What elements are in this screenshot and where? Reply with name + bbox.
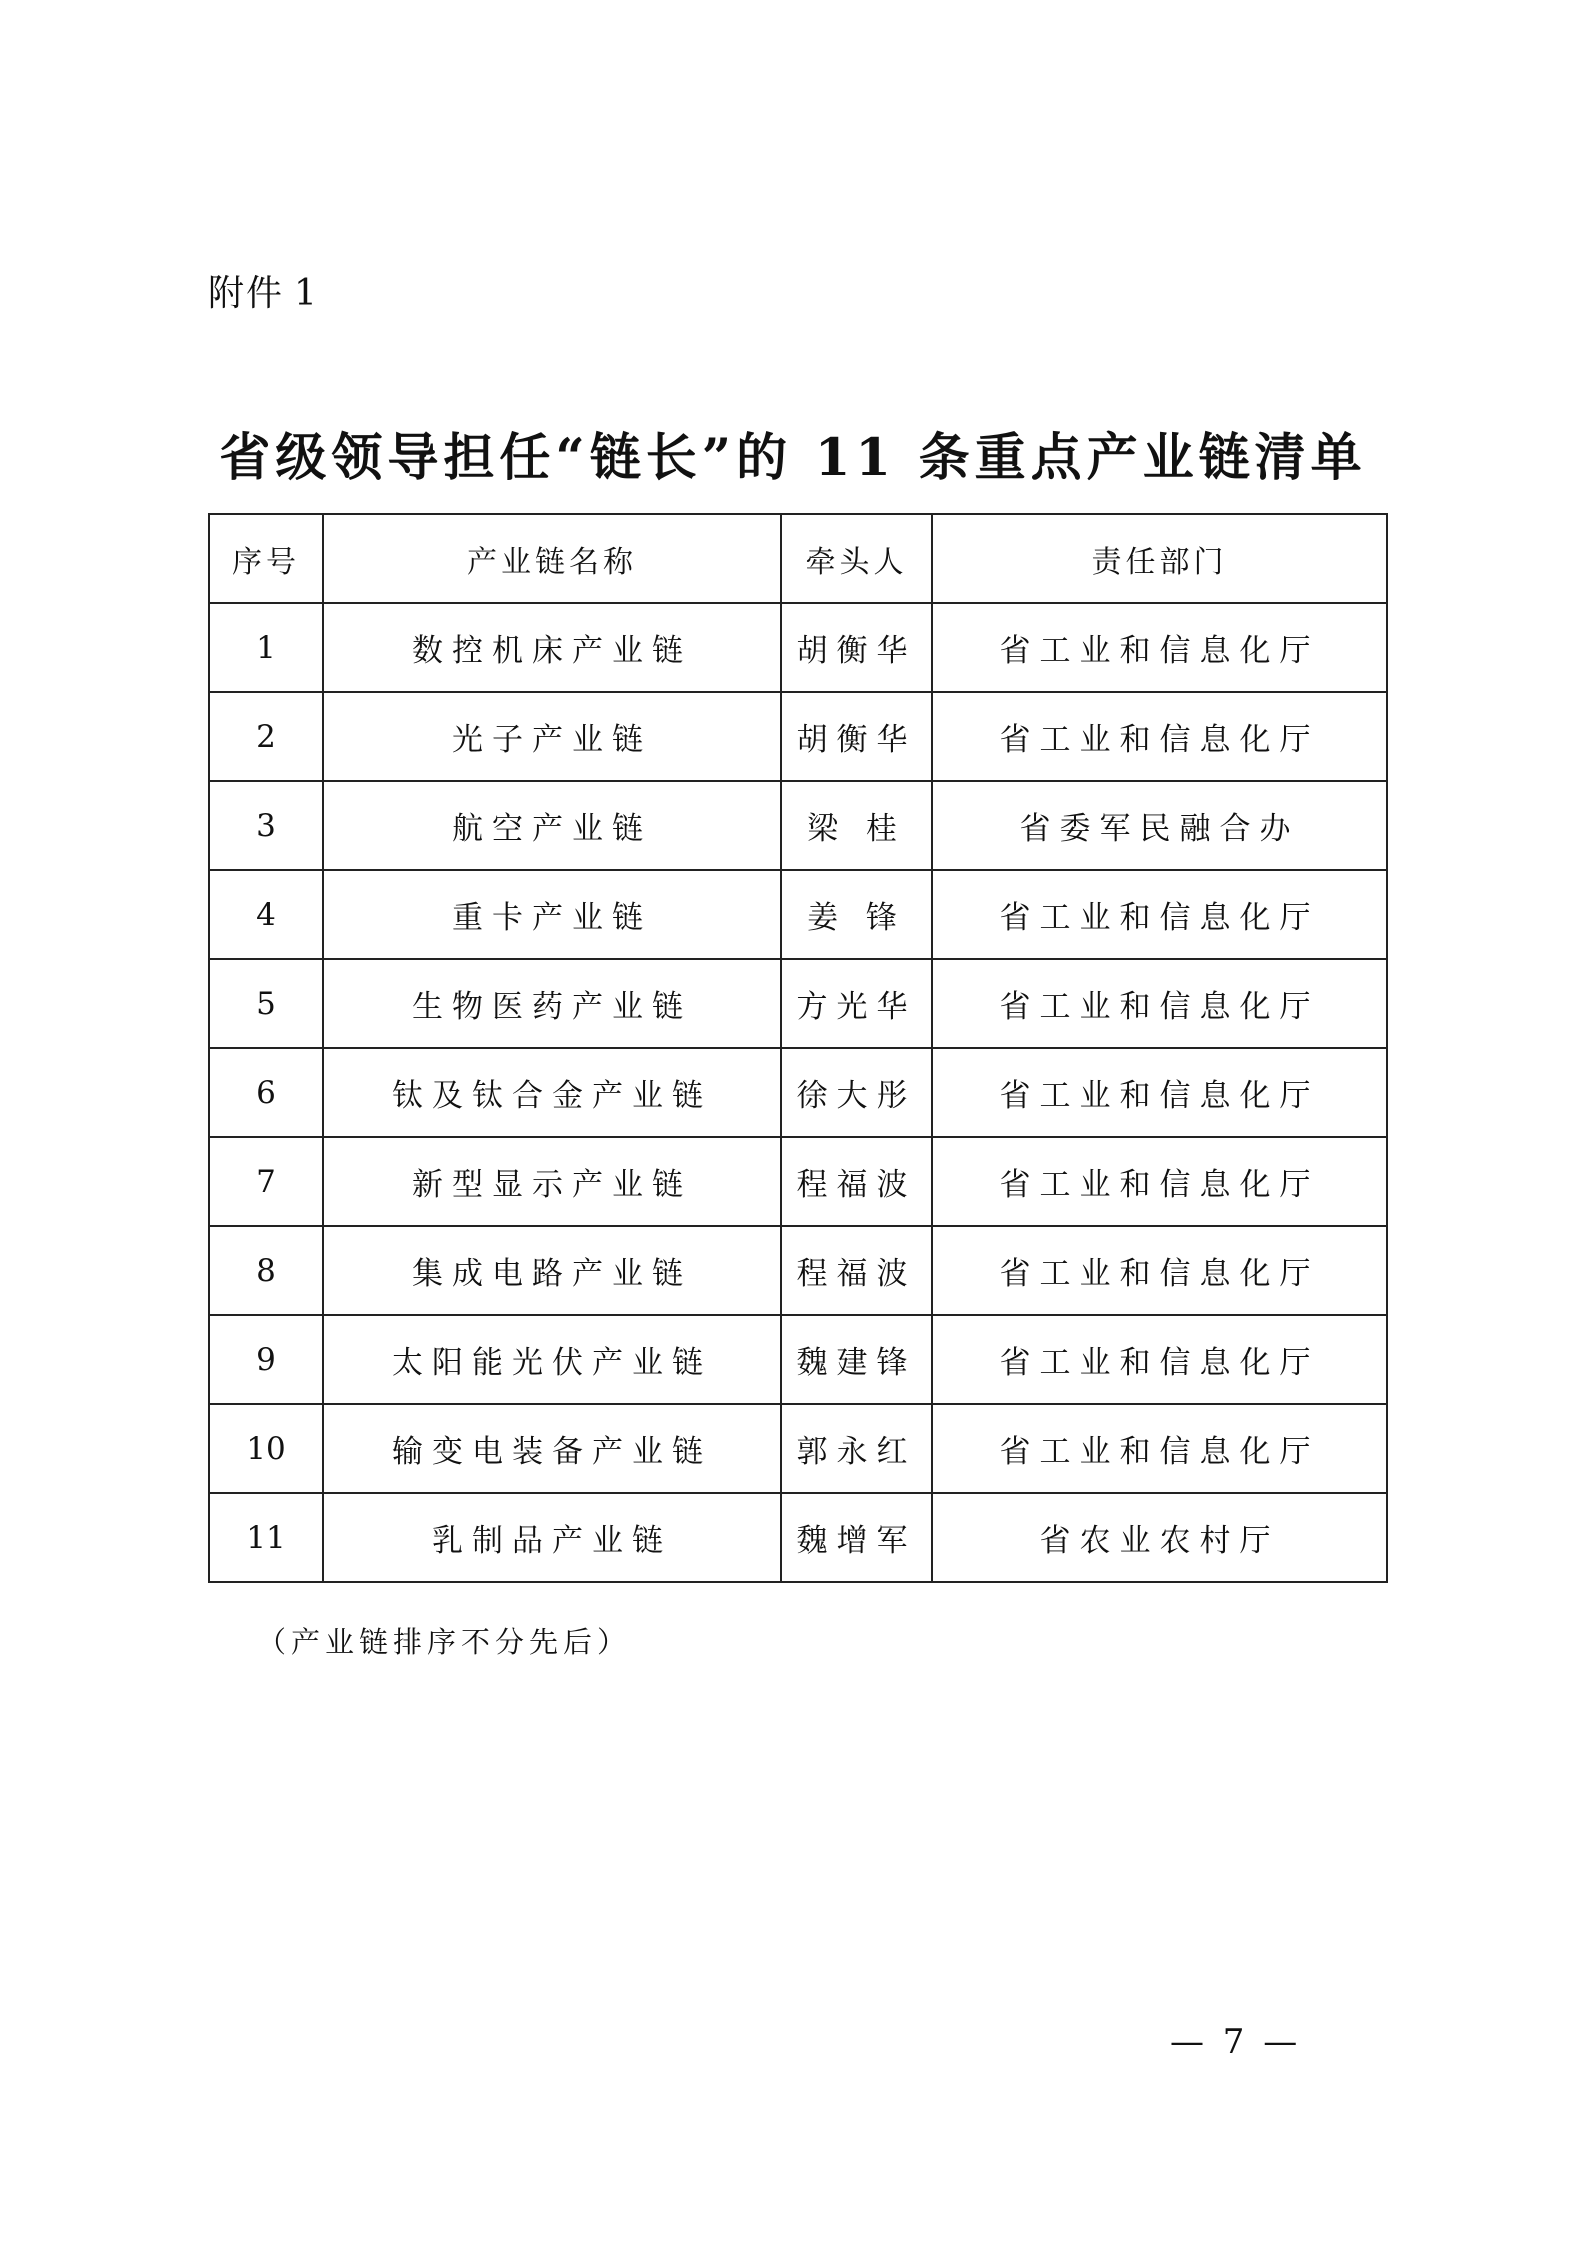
- cell-chain-name: 光子产业链: [323, 692, 781, 781]
- cell-chain-name: 钛及钛合金产业链: [323, 1048, 781, 1137]
- cell-chain-name: 重卡产业链: [323, 870, 781, 959]
- table-row: [209, 870, 1387, 959]
- attachment-label: [208, 272, 319, 316]
- industry-chain-table: [208, 513, 1388, 1583]
- cell-department: 省工业和信息化厅: [932, 1315, 1387, 1404]
- cell-leader: 徐大彤: [781, 1048, 932, 1137]
- cell-index: 5: [209, 959, 323, 1048]
- cell-chain-name: 输变电装备产业链: [323, 1404, 781, 1493]
- cell-index: 3: [209, 781, 323, 870]
- table-row: [209, 959, 1387, 1048]
- cell-chain-name: 乳制品产业链: [323, 1493, 781, 1582]
- cell-leader: 姜 锋: [781, 870, 932, 959]
- attachment-number: 1: [294, 273, 319, 314]
- header-leader: 牵头人: [781, 514, 932, 603]
- cell-chain-name: 航空产业链: [323, 781, 781, 870]
- attachment-text: 附件: [208, 273, 285, 314]
- header-index: 序号: [209, 514, 323, 603]
- table-header-row: [209, 514, 1387, 603]
- cell-index: 9: [209, 1315, 323, 1404]
- cell-department: 省工业和信息化厅: [932, 692, 1387, 781]
- cell-chain-name: 集成电路产业链: [323, 1226, 781, 1315]
- cell-index: 2: [209, 692, 323, 781]
- cell-leader: 魏增军: [781, 1493, 932, 1582]
- cell-department: 省工业和信息化厅: [932, 1226, 1387, 1315]
- cell-department: 省工业和信息化厅: [932, 1048, 1387, 1137]
- header-department: 责任部门: [932, 514, 1387, 603]
- cell-chain-name: 数控机床产业链: [323, 603, 781, 692]
- cell-index: 1: [209, 603, 323, 692]
- page-number: — 7 —: [1170, 2022, 1302, 2062]
- table-row: [209, 692, 1387, 781]
- cell-index: 7: [209, 1137, 323, 1226]
- cell-index: 10: [209, 1404, 323, 1493]
- cell-chain-name: 新型显示产业链: [323, 1137, 781, 1226]
- cell-leader: 程福波: [781, 1226, 932, 1315]
- cell-department: 省委军民融合办: [932, 781, 1387, 870]
- cell-index: 8: [209, 1226, 323, 1315]
- cell-department: 省工业和信息化厅: [932, 870, 1387, 959]
- table-row: [209, 1315, 1387, 1404]
- table-row: [209, 1226, 1387, 1315]
- cell-index: 11: [209, 1493, 323, 1582]
- cell-leader: 梁 桂: [781, 781, 932, 870]
- cell-leader: 程福波: [781, 1137, 932, 1226]
- cell-leader: 胡衡华: [781, 692, 932, 781]
- ordering-note: （产业链排序不分先后）: [257, 1625, 632, 1659]
- cell-chain-name: 太阳能光伏产业链: [323, 1315, 781, 1404]
- cell-index: 4: [209, 870, 323, 959]
- table-row: [209, 1137, 1387, 1226]
- table-row: [209, 1493, 1387, 1582]
- page-title: 省级领导担任“链长”的 11 条重点产业链清单: [219, 428, 1367, 488]
- table-row: [209, 603, 1387, 692]
- cell-department: 省农业农村厅: [932, 1493, 1387, 1582]
- cell-chain-name: 生物医药产业链: [323, 959, 781, 1048]
- cell-leader: 郭永红: [781, 1404, 932, 1493]
- cell-leader: 魏建锋: [781, 1315, 932, 1404]
- table-row: [209, 1048, 1387, 1137]
- cell-department: 省工业和信息化厅: [932, 1404, 1387, 1493]
- cell-department: 省工业和信息化厅: [932, 603, 1387, 692]
- cell-department: 省工业和信息化厅: [932, 1137, 1387, 1226]
- header-chain-name: 产业链名称: [323, 514, 781, 603]
- table-row: [209, 781, 1387, 870]
- cell-department: 省工业和信息化厅: [932, 959, 1387, 1048]
- cell-leader: 方光华: [781, 959, 932, 1048]
- cell-index: 6: [209, 1048, 323, 1137]
- cell-leader: 胡衡华: [781, 603, 932, 692]
- table-row: [209, 1404, 1387, 1493]
